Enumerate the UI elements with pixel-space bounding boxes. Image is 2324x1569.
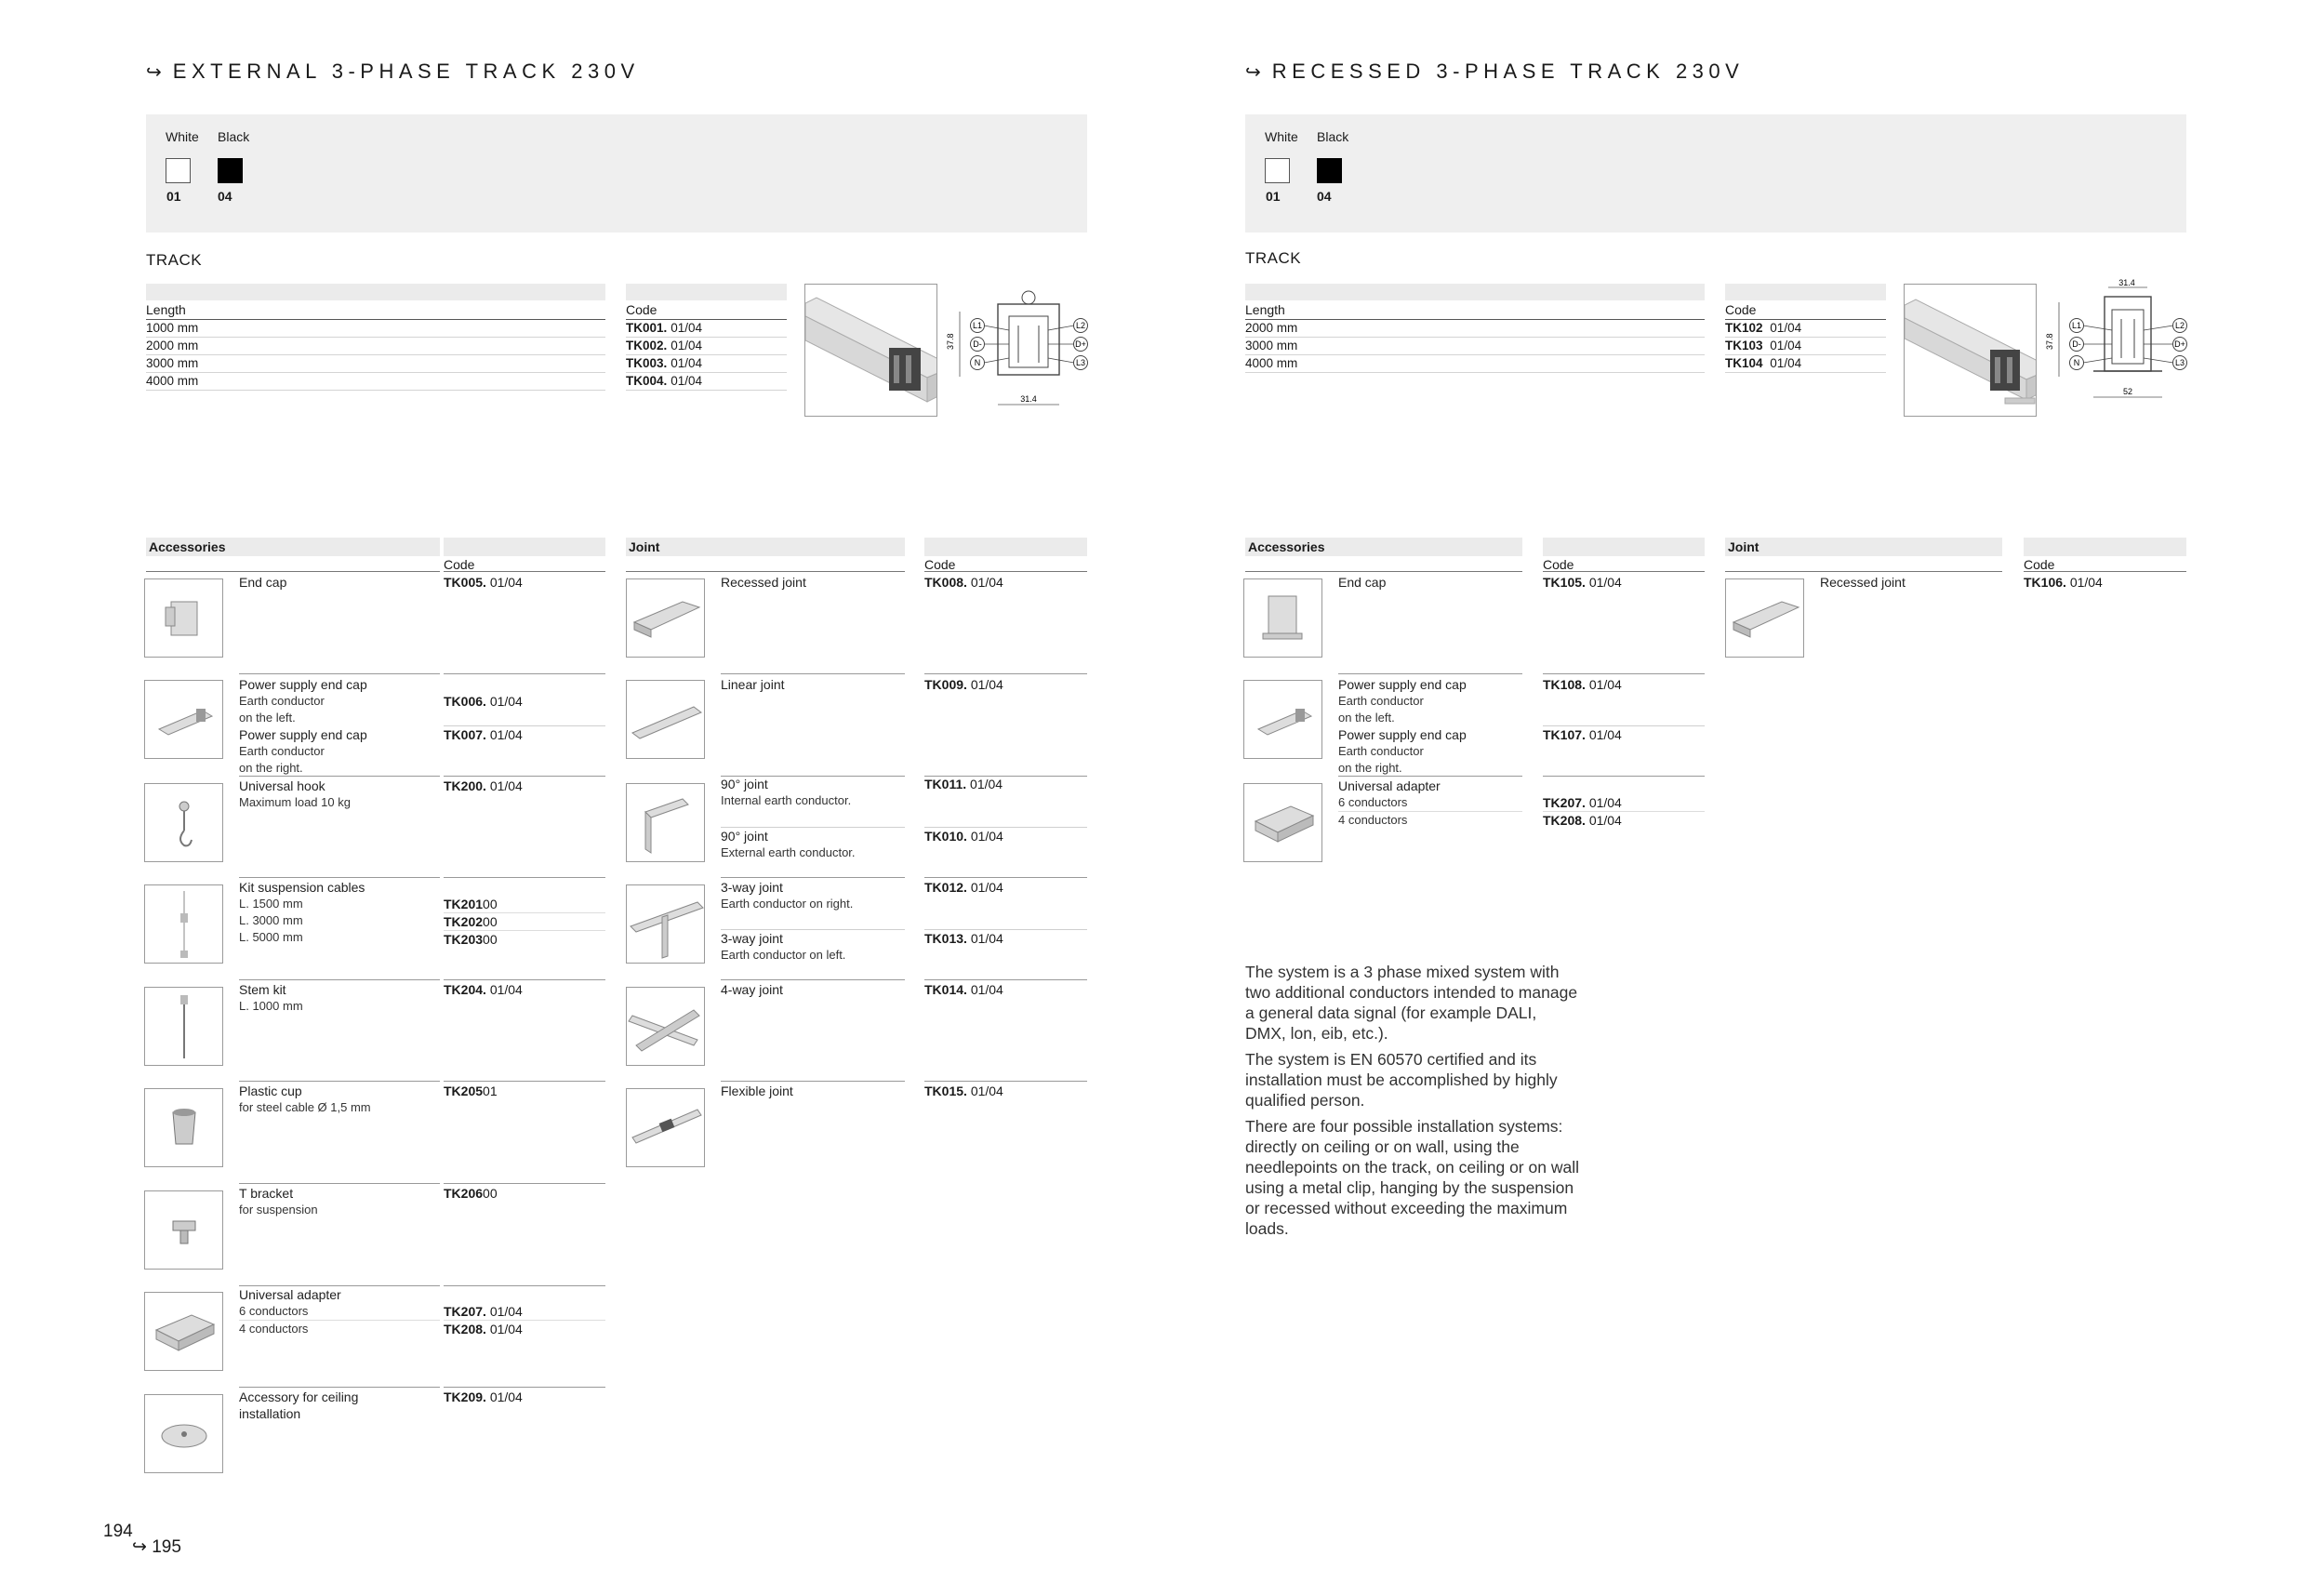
phase-label: L3 (2174, 358, 2185, 367)
header-bar (146, 284, 605, 300)
joint-code: TK106. 01/04 (2024, 575, 2103, 590)
header-bar (444, 538, 605, 556)
phase-label: D+ (2174, 339, 2185, 349)
universal-adapter-photo (1243, 783, 1322, 862)
divider (146, 571, 440, 572)
recessed-joint-photo (626, 578, 705, 658)
page-number-left: 194 (103, 1522, 133, 1541)
right-length-table (1245, 284, 1705, 373)
joint-code: TK010. 01/04 (924, 829, 1003, 844)
phase-label: N (974, 358, 981, 367)
color-code: 04 (218, 189, 232, 204)
phase-label: D- (973, 339, 982, 349)
joint-code: TK013. 01/04 (924, 931, 1003, 946)
recessed-track-photo (1904, 284, 2037, 417)
kit-suspension: Kit suspension cables L. 1500 mm L. 3000 mm L. 5000 mm (239, 880, 365, 944)
divider (924, 877, 1087, 878)
flexible-joint-photo (626, 1088, 705, 1167)
end-cap-photo (1243, 578, 1322, 658)
item-code: TK209. 01/04 (444, 1389, 523, 1404)
code-row: TK003. 01/04 (626, 355, 787, 373)
linear-joint-photo (626, 680, 705, 759)
code-col-header: Code (444, 557, 475, 572)
item-code: TK107. 01/04 (1543, 727, 1622, 742)
dim-height: 37.8 (946, 333, 955, 350)
joint-code: TK015. 01/04 (924, 1084, 1003, 1098)
power-supply-left: Power supply end cap Earth conductor on the left. (1338, 677, 1467, 725)
left-track-label: TRACK (146, 251, 203, 269)
t-bracket-photo (144, 1190, 223, 1270)
t-bracket: T bracket for suspension (239, 1186, 318, 1217)
header-bar (1245, 284, 1705, 300)
header-bar (1543, 538, 1705, 556)
divider (444, 877, 605, 878)
track-photo (804, 284, 937, 417)
item-code: TK105. 01/04 (1543, 575, 1622, 590)
phase-label: L1 (2071, 321, 2082, 330)
recessed-joint-photo (1725, 578, 1804, 658)
divider (239, 673, 440, 674)
color-name: Black (218, 129, 250, 144)
joint-code: TK009. 01/04 (924, 677, 1003, 692)
divider (444, 979, 605, 980)
right-accessories-header: Accessories (1245, 538, 1522, 556)
divider (1245, 571, 1522, 572)
left-joint-header: Joint (626, 538, 905, 556)
black-swatch (1317, 158, 1342, 183)
header-bar (1725, 284, 1886, 300)
divider (1725, 571, 2002, 572)
header-bar (924, 538, 1087, 556)
phase-label: D- (2072, 339, 2081, 349)
length-header: Length (1245, 300, 1705, 320)
divider (444, 1081, 605, 1082)
right-joint-header: Joint (1725, 538, 2002, 556)
stem-kit-photo (144, 987, 223, 1066)
joint-name: Recessed joint (1820, 575, 1906, 590)
90-joint-external: 90° joint External earth conductor. (721, 829, 856, 859)
item-code: TK005. 01/04 (444, 575, 523, 590)
left-code-table (626, 284, 787, 391)
item-name: End cap (239, 575, 287, 590)
divider (721, 979, 905, 980)
power-supply-right: Power supply end cap Earth conductor on the right. (239, 727, 367, 775)
code-row: TK002. 01/04 (626, 338, 787, 355)
code-row: TK004. 01/04 (626, 373, 787, 391)
item-code: TK20600 (444, 1186, 498, 1201)
right-title: ↪ RECESSED 3-PHASE TRACK 230V (1245, 60, 1745, 83)
joint-name: Linear joint (721, 677, 785, 692)
90-joint-internal: 90° joint Internal earth conductor. (721, 777, 852, 807)
ceiling-accessory: Accessory for ceiling installation (239, 1389, 359, 1421)
color-name: Black (1317, 129, 1349, 144)
description-paragraph: There are four possible installation systems: directly on ceiling or on wall, using the needlepoints on the track, on ceiling or on wall using a metal clip, hanging by the suspension or recessed without exceeding the maximum loads. (1245, 1117, 1579, 1238)
code-header: Code (626, 300, 787, 320)
dim-width: 31.4 (1020, 394, 1037, 404)
arrow-icon: ↪ (1245, 62, 1261, 83)
universal-adapter: Universal adapter 6 conductors 4 conductors (239, 1286, 440, 1337)
power-supply-right: Power supply end cap Earth conductor on the right. (1338, 727, 1467, 775)
length-row: 2000 mm (1245, 320, 1705, 338)
phase-label: L3 (1075, 358, 1086, 367)
right-code-table (1725, 284, 1886, 373)
4-way-joint-photo (626, 987, 705, 1066)
joint-code: TK008. 01/04 (924, 575, 1003, 590)
divider (626, 571, 905, 572)
divider (444, 1387, 605, 1388)
ceiling-accessory-photo (144, 1394, 223, 1473)
plastic-cup: Plastic cup for steel cable Ø 1,5 mm (239, 1084, 371, 1114)
header-bar (2024, 538, 2186, 556)
code-col-header: Code (924, 557, 956, 572)
divider (239, 1183, 440, 1184)
divider (444, 1285, 605, 1286)
divider (239, 1081, 440, 1082)
plastic-cup-photo (144, 1088, 223, 1167)
length-row: 4000 mm (146, 373, 605, 391)
item-code: TK204. 01/04 (444, 982, 523, 997)
joint-name: Recessed joint (721, 575, 806, 590)
power-end-cap-photo (144, 680, 223, 759)
item-code: TK007. 01/04 (444, 727, 523, 742)
dim-top: 31.4 (2118, 278, 2135, 287)
joint-code: TK012. 01/04 (924, 880, 1003, 895)
hook-photo (144, 783, 223, 862)
item-code: TK20501 (444, 1084, 498, 1098)
joint-name: 4-way joint (721, 982, 783, 997)
item-code: TK006. 01/04 (444, 694, 523, 709)
dim-height: 37.8 (2045, 333, 2054, 350)
joint-code: TK014. 01/04 (924, 982, 1003, 997)
track-image (1905, 285, 2037, 417)
divider (444, 776, 605, 777)
phase-label: N (2073, 358, 2080, 367)
power-supply-left: Power supply end cap Earth conductor on the left. (239, 677, 367, 725)
length-header: Length (146, 300, 605, 320)
divider (239, 776, 440, 777)
stem-kit: Stem kit L. 1000 mm (239, 982, 303, 1013)
left-length-table (146, 284, 605, 391)
adapter-codes: TK207. 01/04 TK208. 01/04 (1543, 794, 1705, 829)
code-row: TK102 01/04 (1725, 320, 1886, 338)
dim-width: 52 (2122, 387, 2133, 396)
profile-drawing (944, 274, 1097, 414)
left-color-panel (146, 114, 1087, 233)
divider (239, 979, 440, 980)
item-code: TK108. 01/04 (1543, 677, 1622, 692)
right-color-panel (1245, 114, 2186, 233)
divider (721, 673, 905, 674)
arrow-icon: ↪ (146, 62, 162, 83)
right-track-label: TRACK (1245, 249, 1302, 267)
universal-adapter-photo (144, 1292, 223, 1371)
color-code: 01 (1266, 189, 1281, 204)
left-title: ↪ EXTERNAL 3-PHASE TRACK 230V (146, 60, 640, 83)
joint-name: Flexible joint (721, 1084, 793, 1098)
length-row: 4000 mm (1245, 355, 1705, 373)
track-image (805, 285, 937, 417)
color-code: 04 (1317, 189, 1332, 204)
divider (1338, 673, 1522, 674)
divider (1338, 776, 1522, 777)
divider (1543, 776, 1705, 777)
power-end-cap-photo (1243, 680, 1322, 759)
code-header: Code (1725, 300, 1886, 320)
right-profile-diagram (2043, 274, 2197, 414)
divider (721, 877, 905, 878)
color-name: White (1265, 129, 1298, 144)
item-name: End cap (1338, 575, 1387, 590)
adapter-codes: TK207. 01/04 TK208. 01/04 (444, 1303, 605, 1337)
white-swatch (1265, 158, 1290, 183)
divider (239, 1387, 440, 1388)
3-way-joint-photo (626, 884, 705, 964)
system-description (1245, 962, 1580, 1244)
page-number-right: ↪ 195 (132, 1537, 181, 1557)
code-col-header: Code (1543, 557, 1574, 572)
end-cap-photo (144, 578, 223, 658)
color-code: 01 (166, 189, 181, 204)
left-accessories-header: Accessories (146, 538, 440, 556)
kit-codes: TK20100 TK20200 TK20300 (444, 896, 605, 948)
divider (444, 673, 605, 674)
phase-label: L2 (1075, 321, 1086, 330)
item-code: TK200. 01/04 (444, 778, 523, 793)
3-way-left: 3-way joint Earth conductor on left. (721, 931, 846, 962)
divider (1543, 673, 1705, 674)
divider (721, 1081, 905, 1082)
left-profile-diagram (944, 274, 1097, 414)
phase-label: L2 (2174, 321, 2185, 330)
phase-label: L1 (972, 321, 983, 330)
white-swatch (166, 158, 191, 183)
profile-drawing (2043, 274, 2197, 414)
black-swatch (218, 158, 243, 183)
length-row: 3000 mm (146, 355, 605, 373)
divider (239, 877, 440, 878)
divider (444, 1183, 605, 1184)
code-row: TK001. 01/04 (626, 320, 787, 338)
code-col-header: Code (2024, 557, 2055, 572)
header-bar (626, 284, 787, 300)
universal-adapter: Universal adapter 6 conductors 4 conductors (1338, 778, 1522, 829)
length-row: 3000 mm (1245, 338, 1705, 355)
phase-label: D+ (1075, 339, 1086, 349)
length-row: 1000 mm (146, 320, 605, 338)
3-way-right: 3-way joint Earth conductor on right. (721, 880, 854, 911)
description-paragraph: The system is a 3 phase mixed system with two additional conductors intended to manage a general data signal (for example DALI, DMX, lon, eib, etc.). (1245, 963, 1578, 1043)
code-row: TK103 01/04 (1725, 338, 1886, 355)
arrow-icon: ↪ (132, 1537, 147, 1557)
divider (924, 1081, 1087, 1082)
divider (924, 979, 1087, 980)
color-name: White (166, 129, 199, 144)
divider (924, 673, 1087, 674)
code-row: TK104 01/04 (1725, 355, 1886, 373)
universal-hook: Universal hook Maximum load 10 kg (239, 778, 351, 809)
joint-code: TK011. 01/04 (924, 777, 1003, 791)
90-joint-photo (626, 783, 705, 862)
suspension-photo (144, 884, 223, 964)
length-row: 2000 mm (146, 338, 605, 355)
description-paragraph: The system is EN 60570 certified and its installation must be accomplished by highly qualified person. (1245, 1050, 1558, 1110)
